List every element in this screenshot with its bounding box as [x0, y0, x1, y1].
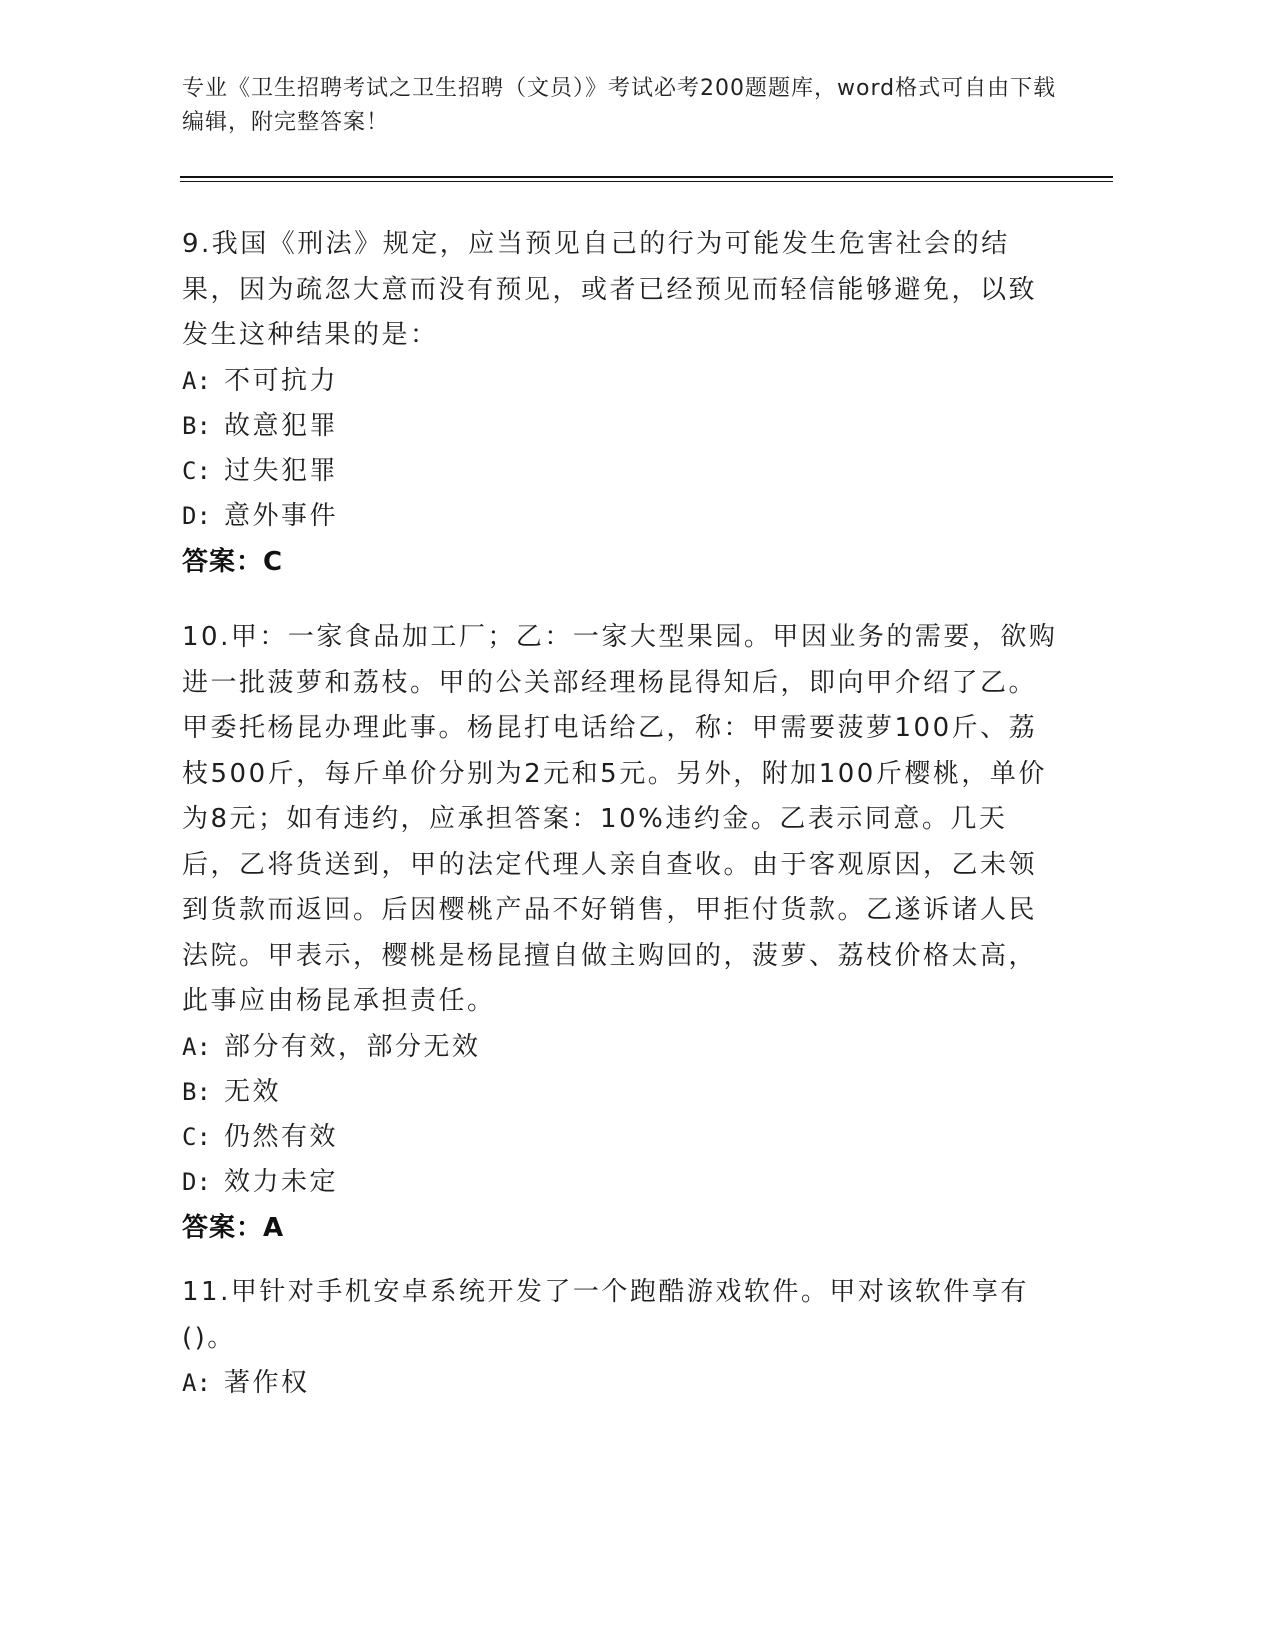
option-a	[182, 1361, 1062, 1406]
answer-line: 答案：A	[182, 1212, 285, 1243]
option-b	[182, 1070, 1062, 1115]
option-c	[182, 449, 1062, 494]
question-stem: 11.甲针对手机安卓系统开发了一个跑酷游戏软件。甲对该软件享有()。	[182, 1277, 1029, 1353]
option-letter: A:	[182, 1369, 211, 1397]
header-divider-thin	[180, 181, 1113, 182]
option-b	[182, 404, 1062, 449]
option-text: 不可抗力	[224, 365, 339, 396]
question-10	[182, 615, 1062, 1251]
option-a	[182, 359, 1062, 404]
option-c	[182, 1115, 1062, 1160]
option-letter: C:	[182, 1122, 211, 1151]
option-letter: C:	[182, 456, 211, 485]
answer-line: 答案：C	[182, 546, 284, 577]
question-stem: 10.甲：一家食品加工厂；乙：一家大型果园。甲因业务的需要，欲购进一批菠萝和荔枝。甲的公关部经理杨昆得知后，即向甲介绍了乙。甲委托杨昆办理此事。杨昆打电话给乙，称：甲需要菠萝100斤、荔枝500斤，每斤单价分别为2元和5元。另外，附加100斤樱桃，单价为8元；如有违约，应承担答案：10%违约金。乙表示同意。几天后，乙将货送到，甲的法定代理人亲自查收。由于客观原因，乙未领到货款而返回。后因樱桃产品不好销售，甲拒付货款。乙遂诉诸人民法院。甲表示，樱桃是杨昆擅自做主购回的，菠萝、荔枝价格太高，此事应由杨昆承担责任。	[182, 622, 1058, 1016]
option-letter: B:	[182, 1077, 211, 1106]
option-text: 意外事件	[224, 500, 339, 531]
option-text: 过失犯罪	[224, 455, 339, 486]
option-text: 效力未定	[224, 1166, 339, 1197]
option-letter: D:	[182, 1167, 211, 1196]
header-divider-thick	[180, 176, 1113, 178]
option-text: 仍然有效	[224, 1121, 339, 1152]
question-9	[182, 222, 1062, 585]
option-text: 部分有效，部分无效	[224, 1031, 481, 1062]
option-text: 著作权	[224, 1368, 310, 1398]
option-a	[182, 1025, 1062, 1070]
option-d	[182, 494, 1062, 539]
option-letter: D:	[182, 501, 211, 530]
option-letter: B:	[182, 411, 211, 440]
option-d	[182, 1160, 1062, 1205]
question-stem: 9.我国《刑法》规定，应当预见自己的行为可能发生危害社会的结果，因为疏忽大意而没有预见，或者已经预见而轻信能够避免，以致发生这种结果的是：	[182, 229, 1038, 350]
option-letter: A:	[182, 366, 211, 395]
document-header-title: 专业《卫生招聘考试之卫生招聘（文员）》考试必考200题题库，word格式可自由下载编辑，附完整答案！	[182, 76, 1057, 135]
option-text: 无效	[224, 1076, 282, 1107]
option-text: 故意犯罪	[224, 410, 339, 441]
question-11	[182, 1270, 1062, 1406]
option-letter: A:	[182, 1032, 211, 1061]
